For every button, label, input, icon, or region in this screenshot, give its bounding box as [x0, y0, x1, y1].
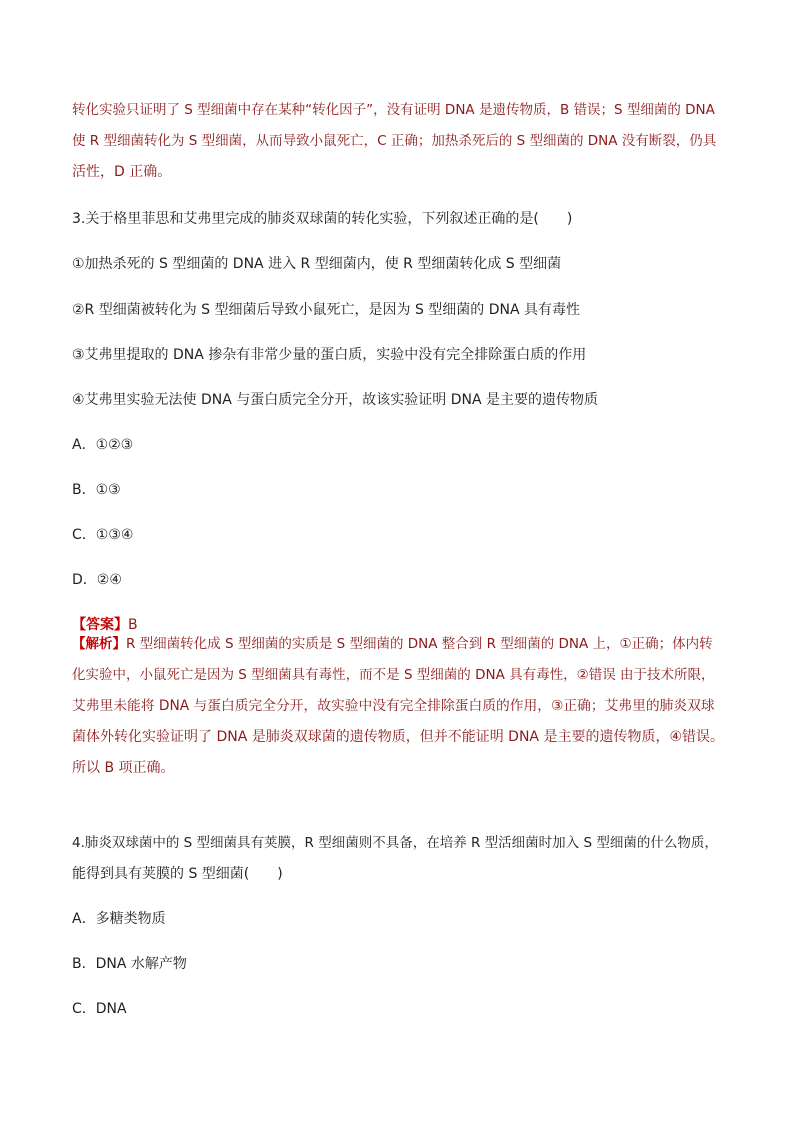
statement-3: ③艾弗里提取的 DNA 掺杂有非常少量的蛋白质，实验中没有完全排除蛋白质的作用: [72, 347, 587, 363]
analysis-line: 艾弗里未能将 DNA 与蛋白质完全分开，故实验中没有完全排除蛋白质的作用，③正确；艾弗里的肺炎双球: [72, 698, 715, 714]
statement-2: ②R 型细菌被转化为 S 型细菌后导致小鼠死亡，是因为 S 型细菌的 DNA 具有毒性: [72, 302, 581, 318]
statement-4: ④艾弗里实验无法使 DNA 与蛋白质完全分开，故该实验证明 DNA 是主要的遗传物质: [72, 392, 599, 408]
analysis-text: R 型细菌转化成 S 型细菌的实质是 S 型细菌的 DNA 整合到 R 型细菌的 DNA 上，①正确；体内转: [126, 636, 713, 652]
statement-1: ①加热杀死的 S 型细菌的 DNA 进入 R 型细菌内，使 R 型细菌转化成 S 型细菌: [72, 256, 562, 272]
analysis-line: 化实验中，小鼠死亡是因为 S 型细菌具有毒性，而不是 S 型细菌的 DNA 具有毒性，②错误 由于技术所限，: [72, 667, 715, 683]
analysis: [72, 629, 724, 784]
q4-option-a: A．多糖类物质: [72, 911, 166, 927]
analysis-line: 所以 B 项正确。: [72, 760, 175, 776]
answer-tag: 【答案】: [72, 617, 128, 633]
question-4-stem-line: 4.肺炎双球菌中的 S 型细菌具有荚膜，R 型细菌则不具备，在培养 R 型活细菌时加入 S 型细菌的什么物质，: [72, 835, 718, 851]
explanation-line: 转化实验只证明了 S 型细菌中存在某种“转化因子”，没有证明 DNA 是遗传物质，B 错误；S 型细菌的 DNA: [72, 102, 715, 118]
q4-option-b: B．DNA 水解产物: [72, 956, 187, 972]
option-a: A．①②③: [72, 437, 134, 453]
q4-option-c: C．DNA: [72, 1001, 127, 1017]
question-4-stem-line: 能得到具有荚膜的 S 型细菌( ): [72, 866, 283, 882]
option-d: D．②④: [72, 572, 122, 588]
analysis-tag: 【解析】: [72, 636, 126, 652]
analysis-line: 菌体外转化实验证明了 DNA 是肺炎双球菌的遗传物质，但并不能证明 DNA 是主要的遗传物质，④错误。: [72, 729, 725, 745]
explanation-line: 活性，D 正确。: [72, 164, 172, 180]
prev-explanation: [72, 95, 724, 188]
answer-value: B: [128, 617, 138, 633]
question-3-stem: 3.关于格里菲思和艾弗里完成的肺炎双球菌的转化实验，下列叙述正确的是( ): [72, 211, 573, 227]
analysis-line: [72, 629, 724, 660]
option-c: C．①③④: [72, 527, 134, 543]
explanation-line: 使 R 型细菌转化为 S 型细菌，从而导致小鼠死亡，C 正确；加热杀死后的 S 型细菌的 DNA 没有断裂，仍具: [72, 133, 717, 149]
question-4-stem: [72, 828, 724, 890]
option-b: B．①③: [72, 482, 121, 498]
